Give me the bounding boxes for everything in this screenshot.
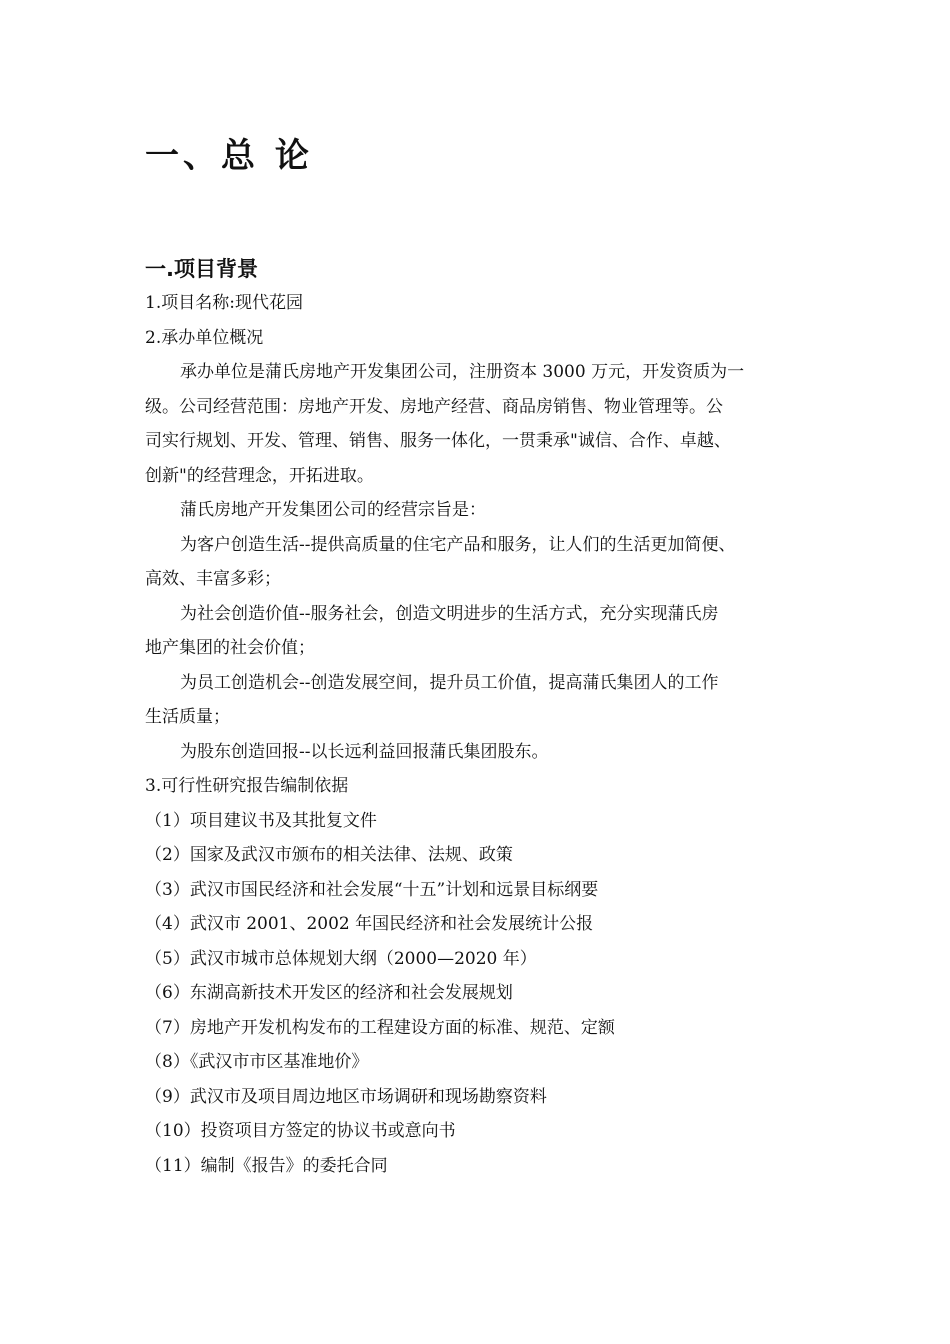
basis-heading: 3.可行性研究报告编制依据 bbox=[145, 776, 349, 796]
reference-item: （8）《武汉市市区基准地价》 bbox=[145, 1052, 369, 1072]
paragraph-line: 为社会创造价值--服务社会，创造文明进步的生活方式，充分实现蒲氏房 bbox=[180, 603, 719, 624]
company-paragraph bbox=[145, 355, 825, 493]
reference-list bbox=[145, 804, 825, 1184]
document-body bbox=[145, 286, 825, 1183]
purpose-society bbox=[145, 597, 825, 666]
purpose-intro: 蒲氏房地产开发集团公司的经营宗旨是： bbox=[180, 500, 486, 520]
purpose-customer bbox=[145, 528, 825, 597]
reference-item: （11）编制《报告》的委托合同 bbox=[145, 1155, 388, 1176]
company-overview-heading: 2.承办单位概况 bbox=[145, 327, 264, 348]
reference-item: （1）项目建议书及其批复文件 bbox=[145, 810, 377, 831]
purpose-employee bbox=[145, 666, 825, 735]
reference-item: （3）武汉市国民经济和社会发展“十五”计划和远景目标纲要 bbox=[145, 879, 599, 900]
purpose-shareholder: 为股东创造回报--以长远利益回报蒲氏集团股东。 bbox=[180, 741, 549, 762]
reference-item: （2）国家及武汉市颁布的相关法律、法规、政策 bbox=[145, 845, 513, 865]
reference-item: （4）武汉市 2001、2002 年国民经济和社会发展统计公报 bbox=[145, 914, 594, 934]
reference-item: （10）投资项目方签定的协议书或意向书 bbox=[145, 1121, 456, 1141]
paragraph-line: 为客户创造生活--提供高质量的住宅产品和服务，让人们的生活更加简便、 bbox=[180, 534, 736, 555]
paragraph-line: 创新"的经营理念，开拓进取。 bbox=[145, 465, 374, 486]
reference-item: （7）房地产开发机构发布的工程建设方面的标准、规范、定额 bbox=[145, 1017, 615, 1038]
reference-item: （6）东湖高新技术开发区的经济和社会发展规划 bbox=[145, 983, 513, 1003]
paragraph-line: 为员工创造机会--创造发展空间，提升员工价值，提高蒲氏集团人的工作 bbox=[180, 672, 719, 693]
paragraph-line: 级。公司经营范围：房地产开发、房地产经营、商品房销售、物业管理等。公 bbox=[145, 396, 723, 417]
paragraph-line: 高效、丰富多彩； bbox=[145, 569, 281, 589]
section-title: 一.项目背景 bbox=[145, 257, 258, 281]
reference-item: （5）武汉市城市总体规划大纲（2000—2020 年） bbox=[145, 948, 537, 969]
paragraph-line: 生活质量； bbox=[145, 707, 230, 727]
paragraph-line: 地产集团的社会价值； bbox=[145, 638, 315, 658]
paragraph-line: 承办单位是蒲氏房地产开发集团公司，注册资本 3000 万元，开发资质为一 bbox=[180, 362, 745, 382]
reference-item: （9）武汉市及项目周边地区市场调研和现场勘察资料 bbox=[145, 1086, 547, 1107]
project-name-line: 1.项目名称:现代花园 bbox=[145, 293, 303, 313]
paragraph-line: 司实行规划、开发、管理、销售、服务一体化，一贯秉承"诚信、合作、卓越、 bbox=[145, 431, 731, 451]
chapter-title: 一、总 论 bbox=[145, 136, 313, 176]
